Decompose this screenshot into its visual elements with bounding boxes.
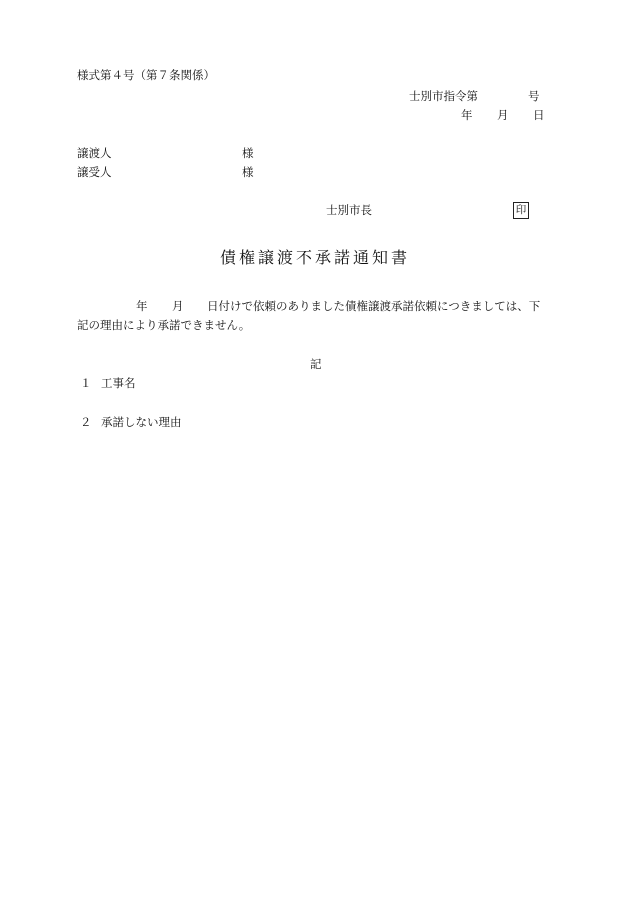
body-month: 月 <box>172 299 184 313</box>
assignee-label: 譲受人 <box>77 165 112 179</box>
date-month: 月 <box>497 108 509 122</box>
document-number-suffix: 号 <box>528 89 540 103</box>
assignor-honorific: 様 <box>242 146 254 160</box>
ki-marker: 記 <box>310 357 322 371</box>
form-number: 様式第４号（第７条関係） <box>77 68 215 82</box>
item-label-refusal-reason: 承諾しない理由 <box>101 415 182 429</box>
item-number-2: ２ <box>80 415 92 429</box>
body-year: 年 <box>136 299 148 313</box>
document-title: 債権譲渡不承諾通知書 <box>220 248 411 267</box>
document-number-prefix: 士別市指令第 <box>409 89 478 103</box>
date-year: 年 <box>461 108 473 122</box>
assignor-label: 譲渡人 <box>77 146 112 160</box>
date-day: 日 <box>533 108 545 122</box>
body-text-line-1: 日付けで依頼のありました債権譲渡承諾依頼につきましては、下 <box>207 299 541 313</box>
issuer-title: 士別市長 <box>326 203 372 217</box>
body-text-line-2: 記の理由により承諾できません。 <box>77 318 251 332</box>
item-label-construction-name: 工事名 <box>101 376 136 390</box>
seal-mark: 印 <box>513 202 529 219</box>
item-number-1: １ <box>80 376 92 390</box>
assignee-honorific: 様 <box>242 165 254 179</box>
